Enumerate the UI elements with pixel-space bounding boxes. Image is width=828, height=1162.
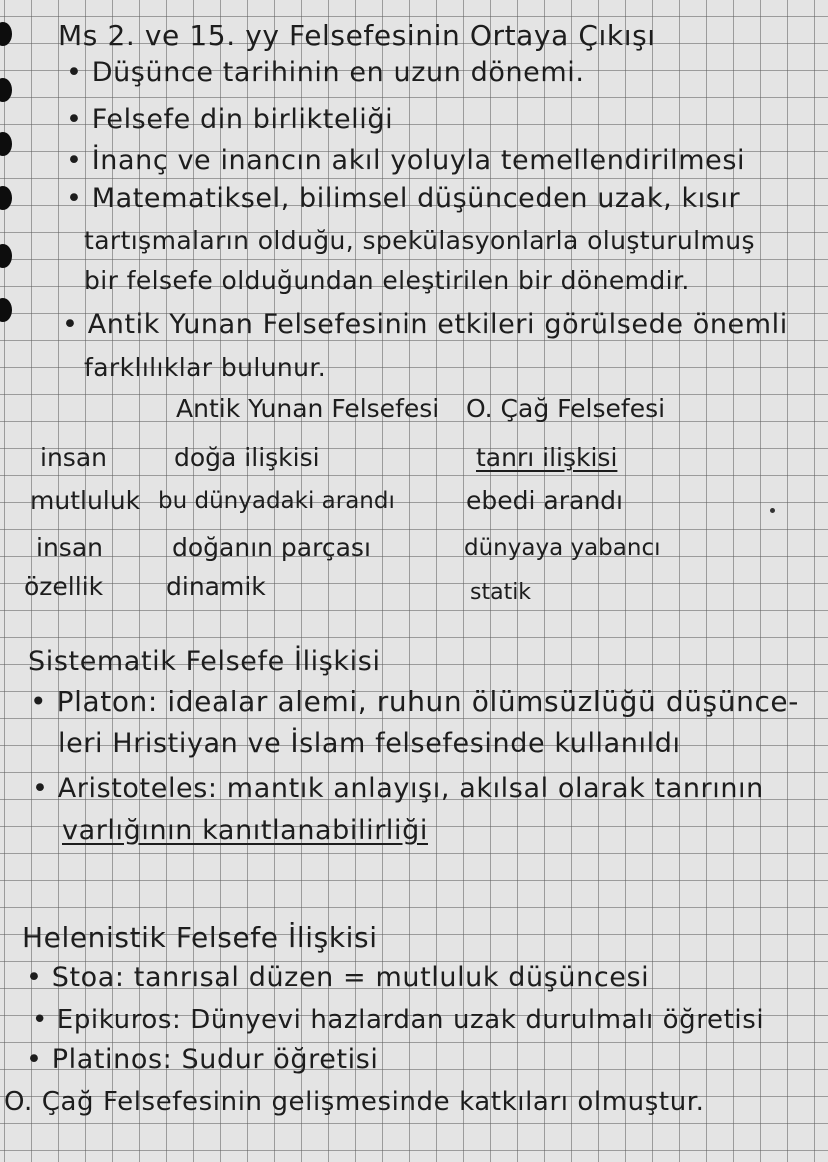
spiral-binding xyxy=(0,0,14,1162)
binding-hole xyxy=(0,244,12,268)
cell-antik: bu dünyadaki arandı xyxy=(158,488,395,514)
page-title: Ms 2. ve 15. yy Felsefesinin Ortaya Çıkışı xyxy=(58,19,656,52)
cell-antik: dinamik xyxy=(166,572,266,601)
cell-antik: doğanın parçası xyxy=(172,533,371,562)
hellenistic-line: • Stoa: tanrısal düzen = mutluluk düşüncesi xyxy=(26,962,650,993)
cell-orta-cag: tanrı ilişkisi xyxy=(476,443,618,472)
cell-antik: doğa ilişkisi xyxy=(174,443,320,472)
column-header-antik: Antik Yunan Felsefesi xyxy=(176,394,440,423)
systematic-line: varlığının kanıtlanabilirliği xyxy=(62,815,428,846)
intro-bullet: • İnanç ve inancın akıl yoluyla temellendirilmesi xyxy=(66,145,746,176)
row-label: insan xyxy=(40,443,107,472)
cell-orta-cag: statik xyxy=(470,580,532,605)
intro-bullet: • Felsefe din birlikteliği xyxy=(66,104,394,135)
cell-orta-cag: dünyaya yabancı xyxy=(464,535,661,561)
binding-hole xyxy=(0,78,12,102)
row-label: özellik xyxy=(24,572,104,601)
binding-hole xyxy=(0,132,12,156)
row-label: mutluluk xyxy=(30,486,141,515)
intro-bullet-continuation: farklılıklar bulunur. xyxy=(84,353,327,382)
intro-bullet: • Düşünce tarihinin en uzun dönemi. xyxy=(66,57,585,88)
intro-bullet-continuation: tartışmaların olduğu, spekülasyonlarla oluşturulmuş xyxy=(84,226,755,255)
cell-orta-cag: ebedi arandı xyxy=(466,486,623,515)
conclusion-line: O. Çağ Felsefesinin gelişmesinde katkıları olmuştur. xyxy=(4,1087,705,1117)
section-heading-hellenistic: Helenistik Felsefe İlişkisi xyxy=(22,921,378,954)
systematic-line: • Aristoteles: mantık anlayışı, akılsal olarak tanrının xyxy=(32,773,764,804)
row-label: insan xyxy=(36,533,103,562)
systematic-line: • Platon: idealar alemi, ruhun ölümsüzlüğü düşünce- xyxy=(30,685,799,718)
binding-hole xyxy=(0,186,12,210)
intro-bullet: • Matematiksel, bilimsel düşünceden uzak, kısır xyxy=(66,183,741,214)
binding-hole xyxy=(0,22,12,46)
hellenistic-line: • Platinos: Sudur öğretisi xyxy=(26,1044,379,1075)
systematic-line: leri Hristiyan ve İslam felsefesinde kullanıldı xyxy=(58,728,681,759)
column-header-orta-cag: O. Çağ Felsefesi xyxy=(466,394,666,423)
hellenistic-line: • Epikuros: Dünyevi hazlardan uzak durulmalı öğretisi xyxy=(32,1005,765,1035)
intro-bullet: • Antik Yunan Felsefesinin etkileri görülsede önemli xyxy=(62,309,788,340)
ink-dot xyxy=(770,508,775,513)
intro-bullet-continuation: bir felsefe olduğundan eleştirilen bir dönemdir. xyxy=(84,266,690,295)
binding-hole xyxy=(0,298,12,322)
section-heading-systematic: Sistematik Felsefe İlişkisi xyxy=(28,646,381,677)
